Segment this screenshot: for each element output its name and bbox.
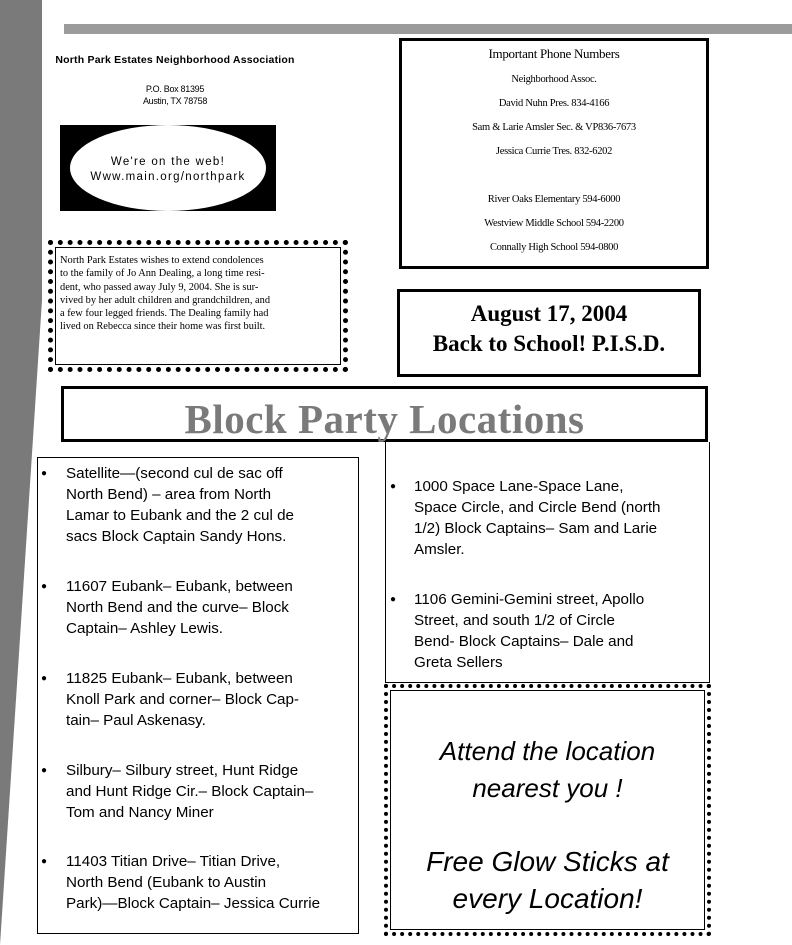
location-line: and Hunt Ridge Cir.– Block Captain–: [66, 783, 314, 800]
location-line: Bend- Block Captains– Dale and: [414, 633, 634, 650]
location-line: Space Circle, and Circle Bend (north: [414, 499, 661, 516]
location-line: Satellite—(second cul de sac off: [66, 465, 283, 482]
phone-line: David Nuhn Pres. 834-4166: [498, 98, 610, 109]
location-line: Amsler.: [414, 541, 465, 558]
location-line: North Bend and the curve– Block: [66, 599, 289, 616]
location-line: Lamar to Eubank and the 2 cul de: [66, 507, 294, 524]
location-line: 11607 Eubank– Eubank, between: [66, 578, 293, 595]
phone-line: River Oaks Elementary 594-6000: [487, 194, 621, 205]
location-line: Street, and south 1/2 of Circle: [414, 612, 615, 629]
location-line: Greta Sellers: [414, 654, 503, 671]
location-line: sacs Block Captain Sandy Hons.: [66, 528, 287, 545]
location-line: 11825 Eubank– Eubank, between: [66, 670, 293, 687]
phone-line: Connally High School 594-0800: [489, 242, 619, 253]
date-heading: August 17, 2004: [470, 301, 628, 326]
bullet-icon: ●: [390, 594, 397, 605]
location-item-1106-gemini: [414, 589, 644, 673]
condolence-line: a few four legged friends. The Dealing family had: [60, 308, 269, 320]
web-line-1: We're on the web!: [110, 156, 226, 168]
phone-numbers-title: Important Phone Numbers: [488, 46, 620, 61]
location-line: Captain– Ashley Lewis.: [66, 620, 224, 637]
location-item-11825-eubank: [66, 668, 299, 731]
bullet-icon: ●: [41, 765, 48, 776]
phone-line: Neighborhood Assoc.: [511, 74, 597, 85]
phone-line: Westview Middle School 594-2200: [484, 218, 624, 229]
location-item-11403-titian-drive: [66, 851, 320, 914]
condolence-line: lived on Rebecca since their home was first built.: [60, 321, 266, 333]
location-line: Park)—Block Captain– Jessica Currie: [66, 895, 321, 912]
attend-line: Attend the location: [439, 736, 656, 766]
glow-line: Free Glow Sticks at: [426, 846, 669, 877]
location-line: Knoll Park and corner– Block Cap-: [66, 691, 299, 708]
city-line: Austin, TX 78758: [142, 96, 208, 106]
phone-line: Sam & Larie Amsler Sec. & VP836-7673: [472, 122, 636, 133]
location-item-1000-space-lane: [414, 476, 661, 560]
po-box: P.O. Box 81395: [145, 84, 205, 94]
bullet-icon: ●: [41, 856, 48, 867]
back-to-school-heading: Back to School! P.I.S.D.: [432, 331, 666, 356]
bullet-icon: ●: [41, 673, 48, 684]
bullet-icon: ●: [390, 481, 397, 492]
location-item-satellite: [66, 463, 294, 547]
glow-sticks-message: [390, 843, 705, 917]
location-item-silbury: [66, 760, 313, 823]
location-line: 1/2) Block Captains– Sam and Larie: [414, 520, 658, 537]
location-line: Silbury– Silbury street, Hunt Ridge: [66, 762, 299, 779]
location-line: 1000 Space Lane-Space Lane,: [414, 478, 624, 495]
page-title: Block Party Locations: [184, 396, 585, 442]
top-gray-bar: [64, 24, 792, 34]
location-line: Tom and Nancy Miner: [66, 804, 214, 821]
condolence-line: dent, who passed away July 9, 2004. She is sur-: [60, 281, 259, 293]
condolence-text: [60, 254, 340, 334]
location-item-11607-eubank: [66, 576, 293, 639]
condolence-line: North Park Estates wishes to extend condolences: [60, 255, 264, 266]
association-name: North Park Estates Neighborhood Association: [55, 54, 295, 66]
condolence-line: to the family of Jo Ann Dealing, a long time resi-: [60, 268, 265, 280]
location-line: 11403 Titian Drive– Titian Drive,: [66, 853, 281, 870]
location-line: North Bend) – area from North: [66, 486, 272, 503]
location-line: 1106 Gemini-Gemini street, Apollo: [414, 591, 645, 608]
location-line: tain– Paul Askenasy.: [66, 712, 206, 729]
association-address: [90, 83, 260, 107]
condolence-line: vived by her adult children and grandchildren, and: [60, 294, 271, 306]
bullet-icon: ●: [41, 581, 48, 592]
glow-line: every Location!: [452, 883, 643, 914]
location-line: North Bend (Eubank to Austin: [66, 874, 267, 891]
bullet-icon: ●: [41, 468, 48, 479]
web-banner-text: [70, 155, 266, 185]
web-line-2: Www.main.org/northpark: [90, 171, 246, 183]
attend-message: [390, 733, 705, 807]
phone-line: Jessica Currie Tres. 832-6202: [495, 146, 613, 157]
attend-line: nearest you !: [472, 773, 623, 803]
